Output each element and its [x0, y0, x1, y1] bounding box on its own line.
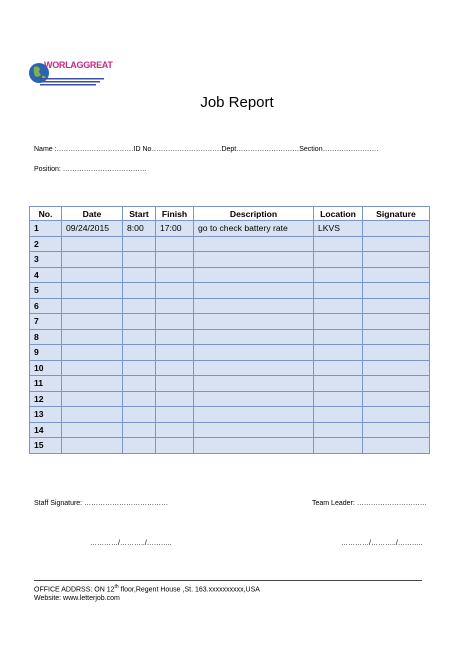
cell-no: 5 [30, 283, 62, 299]
table-row [30, 267, 430, 283]
cell-finish [156, 283, 194, 299]
cell-date [62, 283, 123, 299]
cell-start [123, 391, 156, 407]
logo-text: WORLAGGREAT [44, 60, 113, 70]
cell-no: 1 [30, 221, 62, 237]
cell-finish: 17:00 [156, 221, 194, 237]
cell-start [123, 407, 156, 423]
cell-date [62, 422, 123, 438]
cell-signature [363, 283, 430, 299]
team-leader-line: Team Leader: ………………………… [312, 500, 427, 507]
cell-description [194, 329, 314, 345]
cell-location [314, 345, 363, 361]
cell-finish [156, 345, 194, 361]
cell-no: 14 [30, 422, 62, 438]
table-row [30, 283, 430, 299]
cell-start: 8:00 [123, 221, 156, 237]
cell-signature [363, 236, 430, 252]
cell-start [123, 236, 156, 252]
cell-no: 10 [30, 360, 62, 376]
cell-location [314, 422, 363, 438]
cell-finish [156, 314, 194, 330]
footer-divider [34, 580, 422, 581]
cell-signature [363, 221, 430, 237]
cell-start [123, 298, 156, 314]
cell-date [62, 360, 123, 376]
cell-description [194, 267, 314, 283]
cell-location [314, 360, 363, 376]
table-row [30, 438, 430, 454]
table-header-row [30, 207, 430, 221]
cell-location [314, 329, 363, 345]
cell-finish [156, 298, 194, 314]
cell-location: LKVS [314, 221, 363, 237]
cell-location [314, 298, 363, 314]
cell-description [194, 438, 314, 454]
cell-description [194, 376, 314, 392]
cell-no: 13 [30, 407, 62, 423]
cell-date [62, 314, 123, 330]
cell-date [62, 236, 123, 252]
cell-description [194, 422, 314, 438]
col-date-header: Date [62, 207, 123, 221]
cell-location [314, 283, 363, 299]
cell-no: 8 [30, 329, 62, 345]
cell-finish [156, 267, 194, 283]
table-row [30, 252, 430, 268]
cell-start [123, 267, 156, 283]
staff-date-line: …………/………../……….. [90, 540, 172, 547]
cell-date [62, 298, 123, 314]
company-logo [26, 56, 113, 92]
cell-description [194, 283, 314, 299]
cell-start [123, 438, 156, 454]
job-report-table [29, 206, 430, 454]
cell-date [62, 438, 123, 454]
cell-finish [156, 391, 194, 407]
col-no-header: No. [30, 207, 62, 221]
table-row [30, 314, 430, 330]
cell-signature [363, 267, 430, 283]
cell-location [314, 267, 363, 283]
cell-start [123, 376, 156, 392]
cell-start [123, 345, 156, 361]
cell-description [194, 314, 314, 330]
cell-signature [363, 407, 430, 423]
col-signature-header: Signature [363, 207, 430, 221]
cell-date [62, 252, 123, 268]
cell-signature [363, 252, 430, 268]
cell-start [123, 329, 156, 345]
cell-no: 12 [30, 391, 62, 407]
cell-finish [156, 376, 194, 392]
cell-no: 2 [30, 236, 62, 252]
cell-date [62, 391, 123, 407]
cell-signature [363, 345, 430, 361]
table-row [30, 298, 430, 314]
cell-location [314, 438, 363, 454]
cell-date [62, 407, 123, 423]
table-row [30, 236, 430, 252]
table-row [30, 407, 430, 423]
cell-date [62, 267, 123, 283]
cell-start [123, 314, 156, 330]
cell-description [194, 252, 314, 268]
cell-date [62, 376, 123, 392]
staff-signature-line: Staff Signature: ……………………………… [34, 500, 169, 507]
position-line: Position: ……………………………… [34, 166, 147, 173]
cell-signature [363, 438, 430, 454]
cell-location [314, 314, 363, 330]
table-row [30, 221, 430, 237]
cell-no: 15 [30, 438, 62, 454]
cell-start [123, 283, 156, 299]
cell-description [194, 407, 314, 423]
cell-no: 4 [30, 267, 62, 283]
cell-no: 7 [30, 314, 62, 330]
col-start-header: Start [123, 207, 156, 221]
website-line: Website: www.letterjob.com [34, 595, 120, 602]
col-finish-header: Finish [156, 207, 194, 221]
page-title: Job Report [200, 94, 274, 111]
cell-finish [156, 252, 194, 268]
cell-signature [363, 391, 430, 407]
cell-no: 9 [30, 345, 62, 361]
cell-no: 3 [30, 252, 62, 268]
cell-description [194, 391, 314, 407]
leader-date-line: …………/………../……….. [341, 540, 423, 547]
cell-location [314, 252, 363, 268]
cell-date: 09/24/2015 [62, 221, 123, 237]
cell-finish [156, 360, 194, 376]
cell-description [194, 360, 314, 376]
table-row [30, 391, 430, 407]
table-row [30, 329, 430, 345]
cell-location [314, 376, 363, 392]
cell-signature [363, 329, 430, 345]
cell-no: 6 [30, 298, 62, 314]
table-row [30, 345, 430, 361]
table-row [30, 360, 430, 376]
cell-start [123, 360, 156, 376]
cell-signature [363, 360, 430, 376]
cell-signature [363, 298, 430, 314]
cell-date [62, 329, 123, 345]
cell-description [194, 298, 314, 314]
table-row [30, 376, 430, 392]
cell-location [314, 391, 363, 407]
cell-start [123, 422, 156, 438]
cell-finish [156, 236, 194, 252]
cell-signature [363, 376, 430, 392]
cell-location [314, 407, 363, 423]
cell-description [194, 345, 314, 361]
cell-finish [156, 422, 194, 438]
cell-location [314, 236, 363, 252]
cell-finish [156, 407, 194, 423]
cell-date [62, 345, 123, 361]
cell-description: go to check battery rate [194, 221, 314, 237]
employee-info-line: Name :……………………………ID No…………………………Dept………………………Section…………………… [34, 146, 379, 153]
cell-start [123, 252, 156, 268]
cell-no: 11 [30, 376, 62, 392]
cell-finish [156, 329, 194, 345]
col-location-header: Location [314, 207, 363, 221]
cell-signature [363, 314, 430, 330]
cell-finish [156, 438, 194, 454]
table-row [30, 422, 430, 438]
cell-description [194, 236, 314, 252]
cell-signature [363, 422, 430, 438]
office-address: OFFICE ADDRSS: ON 12th floor,Regent House ,St. 163.xxxxxxxxxx,USA [34, 584, 260, 594]
col-description-header: Description [194, 207, 314, 221]
